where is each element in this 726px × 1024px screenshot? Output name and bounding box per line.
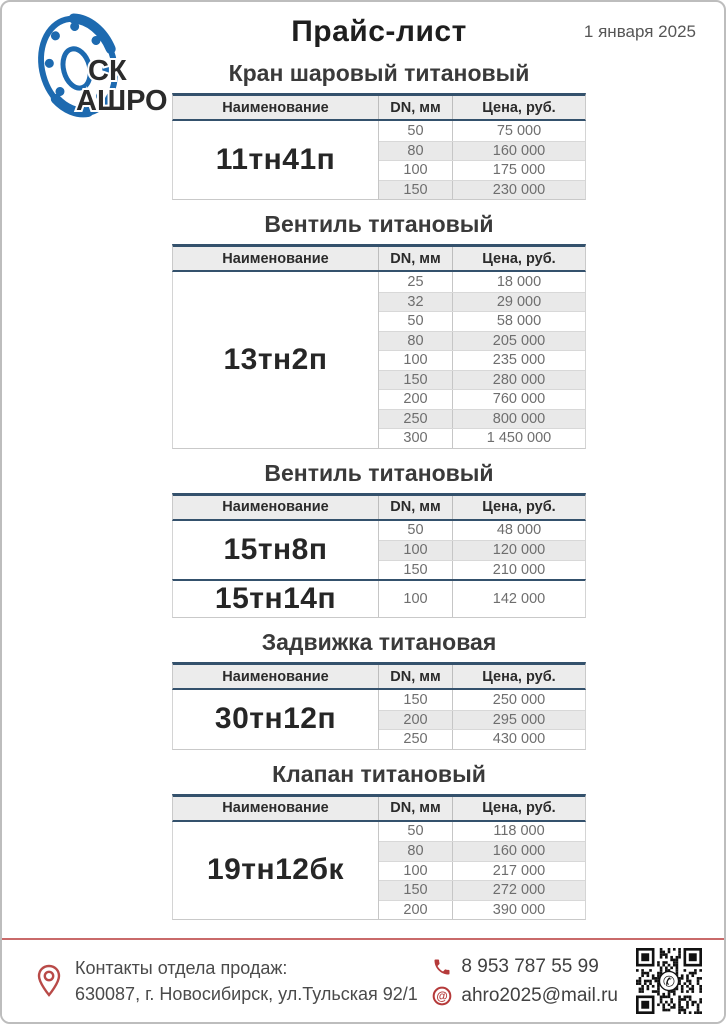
contact-address: 630087, г. Новосибирск, ул.Тульская 92/1: [75, 983, 418, 1004]
table-row: [379, 331, 585, 351]
product-rows: [379, 690, 585, 749]
phone-icon: [432, 957, 452, 977]
price-cell: 235 000: [492, 352, 546, 369]
dn-cell: 80: [379, 142, 453, 161]
column-header-dn: DN, мм: [379, 247, 453, 270]
product-name-cell: 19тн12бк: [173, 822, 379, 920]
table-row: [379, 540, 585, 560]
table-row: [379, 350, 585, 370]
price-cell: 390 000: [492, 901, 546, 918]
price-table: [172, 244, 586, 449]
price-cell: 250 000: [492, 691, 546, 708]
dn-cell: 200: [379, 711, 453, 730]
dn-cell: 50: [379, 312, 453, 331]
dn-cell: 250: [379, 410, 453, 429]
price-section: [172, 761, 586, 921]
product-group: [172, 579, 586, 618]
dn-cell: 150: [379, 561, 453, 580]
price-cell: 75 000: [496, 122, 542, 139]
table-row: [379, 160, 585, 180]
price-cell: 160 000: [492, 843, 546, 860]
column-header-price: Цена, руб.: [482, 250, 556, 267]
svg-text:@: @: [436, 989, 449, 1003]
column-header-price: Цена, руб.: [482, 99, 556, 116]
email-icon: [432, 986, 452, 1006]
dn-cell: 300: [379, 429, 453, 448]
dn-cell: 50: [379, 121, 453, 141]
dn-cell: 100: [379, 161, 453, 180]
product-rows: [379, 822, 585, 920]
table-row: [379, 861, 585, 881]
dn-cell: 80: [379, 332, 453, 351]
content-column: [172, 2, 586, 920]
price-cell: 120 000: [492, 542, 546, 559]
table-row: [379, 841, 585, 861]
product-group: [172, 822, 586, 921]
product-rows: [379, 581, 585, 617]
table-row: [379, 272, 585, 292]
footer: [2, 938, 724, 1022]
table-row: [379, 900, 585, 920]
table-row: [379, 311, 585, 331]
column-header-price: Цена, руб.: [482, 668, 556, 685]
document-date: 1 января 2025: [583, 22, 696, 41]
price-cell: 29 000: [496, 293, 542, 310]
company-logo-icon: [26, 10, 176, 125]
product-name-cell: 11тн41п: [173, 121, 379, 199]
table-row: [379, 121, 585, 141]
table-header-row: [172, 794, 586, 822]
product-name-cell: 15тн14п: [173, 581, 379, 617]
product-name-cell: 15тн8п: [173, 521, 379, 580]
price-cell: 230 000: [492, 181, 546, 198]
section-title: Вентиль титановый: [264, 459, 494, 486]
price-cell: 295 000: [492, 711, 546, 728]
price-table: [172, 493, 586, 619]
price-cell: 217 000: [492, 862, 546, 879]
dn-cell: 200: [379, 390, 453, 409]
section-title: Вентиль титановый: [264, 211, 494, 237]
price-cell: 280 000: [492, 371, 546, 388]
dn-cell: 50: [379, 521, 453, 541]
dn-cell: 50: [379, 822, 453, 842]
column-header-name: Наименование: [173, 96, 379, 119]
column-header-dn: DN, мм: [379, 496, 453, 519]
table-header-row: [172, 493, 586, 521]
column-header-name: Наименование: [173, 247, 379, 270]
price-table: [172, 662, 586, 750]
table-row: [379, 409, 585, 429]
dn-cell: 25: [379, 272, 453, 292]
price-section: [172, 629, 586, 750]
dn-cell: 100: [379, 581, 453, 617]
dn-cell: 150: [379, 181, 453, 200]
logo-text-line2: АШРО: [76, 85, 168, 117]
price-cell: 800 000: [492, 410, 546, 427]
dn-cell: 150: [379, 881, 453, 900]
column-header-name: Наименование: [173, 496, 379, 519]
product-group: [172, 521, 586, 580]
table-row: [379, 428, 585, 448]
price-cell: 760 000: [492, 391, 546, 408]
table-header-row: [172, 662, 586, 690]
table-row: [379, 880, 585, 900]
contact-phone-email-block: [432, 956, 618, 1007]
table-row: [379, 710, 585, 730]
dn-cell: 32: [379, 293, 453, 312]
table-row: [379, 560, 585, 580]
column-header-dn: DN, мм: [379, 797, 453, 820]
product-name-cell: 13тн2п: [173, 272, 379, 448]
dn-cell: 250: [379, 730, 453, 749]
dn-cell: 80: [379, 842, 453, 861]
product-rows: [379, 272, 585, 448]
table-row: [379, 521, 585, 541]
table-row: [379, 389, 585, 409]
price-table: [172, 794, 586, 921]
table-row: [379, 141, 585, 161]
table-row: [379, 292, 585, 312]
price-section: [172, 460, 586, 619]
column-header-price: Цена, руб.: [482, 800, 556, 816]
price-cell: 142 000: [492, 591, 546, 607]
table-row: [379, 690, 585, 710]
price-cell: 18 000: [496, 273, 542, 290]
product-name-cell: 30тн12п: [173, 690, 379, 749]
svg-text:✆: ✆: [662, 974, 676, 991]
column-header-price: Цена, руб.: [482, 499, 556, 515]
section-title: Задвижка титановая: [261, 629, 497, 655]
price-cell: 160 000: [492, 142, 546, 159]
section-title: Кран шаровый титановый: [228, 60, 530, 86]
table-row: [379, 581, 585, 617]
price-table: [172, 93, 586, 200]
price-cell: 205 000: [492, 332, 546, 349]
table-row: [379, 822, 585, 842]
contact-phone: 8 953 787 55 99: [461, 955, 599, 977]
dn-cell: 100: [379, 351, 453, 370]
table-row: [379, 729, 585, 749]
column-header-name: Наименование: [173, 665, 379, 688]
price-cell: 210 000: [492, 561, 546, 578]
price-cell: 1 450 000: [486, 430, 552, 447]
product-group: [172, 690, 586, 750]
product-rows: [379, 121, 585, 199]
dn-cell: 200: [379, 901, 453, 920]
price-cell: 272 000: [492, 882, 546, 899]
contact-email: ahro2025@mail.ru: [461, 984, 618, 1006]
qr-code: [636, 948, 702, 1014]
section-title: Клапан титановый: [272, 760, 486, 787]
dn-cell: 100: [379, 541, 453, 560]
location-pin-icon: [36, 964, 62, 998]
price-cell: 430 000: [492, 731, 546, 748]
price-cell: 58 000: [496, 313, 542, 330]
contacts-label: Контакты отдела продаж:: [75, 957, 288, 978]
product-group: [172, 272, 586, 449]
dn-cell: 100: [379, 862, 453, 881]
column-header-name: Наименование: [173, 797, 379, 820]
product-group: [172, 121, 586, 200]
table-row: [379, 180, 585, 200]
price-section: [172, 60, 586, 200]
column-header-dn: DN, мм: [379, 665, 453, 688]
price-cell: 175 000: [492, 162, 546, 179]
contact-address-block: [36, 958, 418, 1005]
price-cell: 48 000: [496, 522, 542, 539]
table-row: [379, 370, 585, 390]
price-sections: [172, 60, 586, 920]
product-rows: [379, 521, 585, 580]
table-header-row: [172, 244, 586, 272]
dn-cell: 150: [379, 690, 453, 710]
dn-cell: 150: [379, 371, 453, 390]
table-header-row: [172, 93, 586, 121]
logo-text-line1: СК: [88, 55, 127, 87]
column-header-dn: DN, мм: [379, 96, 453, 119]
price-cell: 118 000: [493, 823, 545, 840]
price-section: [172, 211, 586, 449]
page-title: Прайс-лист: [291, 15, 467, 48]
